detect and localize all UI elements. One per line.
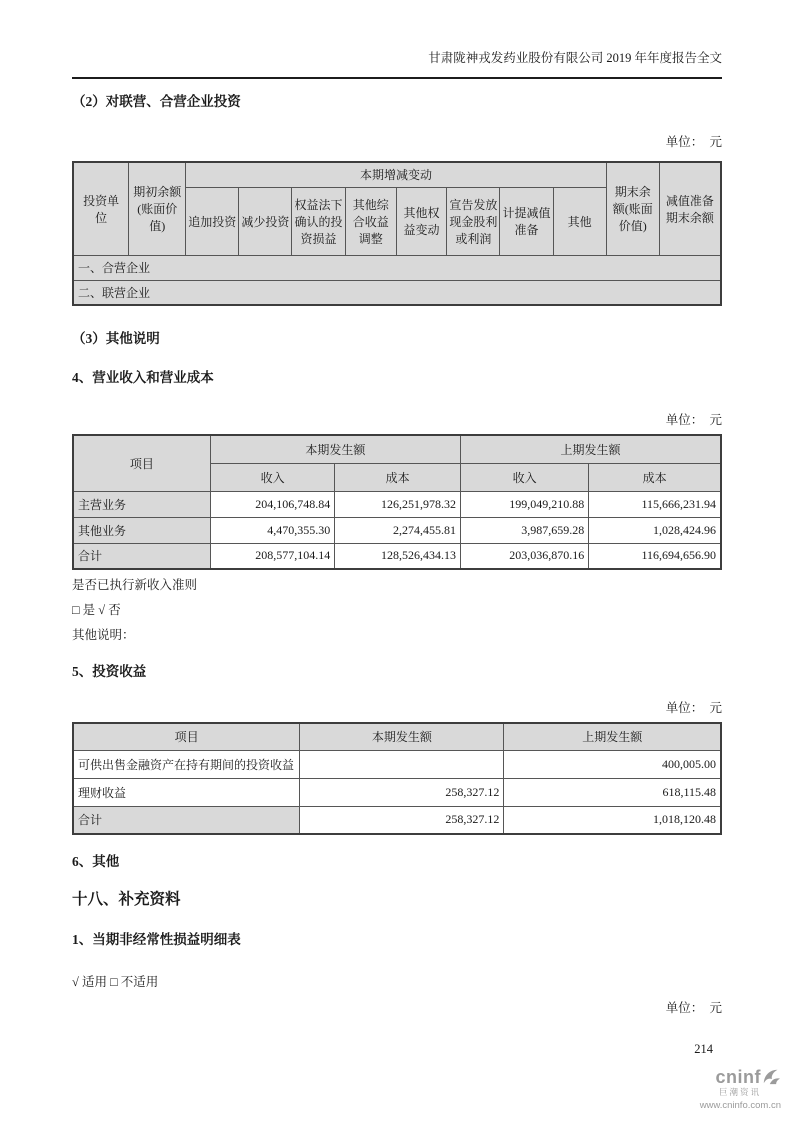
col-prior-period: 上期发生额 [460,435,721,463]
row-label: 理财收益 [73,778,300,806]
investment-income-table [72,722,722,835]
row-joint-ventures: 一、合营企业 [73,255,721,280]
cninfo-brand-text: cninf [715,1067,761,1087]
cell-value: 3,987,659.28 [460,517,588,543]
col-equity-method-pnl: 权益法下确认的投资损益 [292,187,345,255]
document-header [72,0,722,79]
row-label: 其他业务 [73,517,210,543]
table-header-row [73,162,721,187]
col-other-equity-change: 其他权益变动 [396,187,447,255]
col-prior-period: 上期发生额 [504,723,721,750]
col-prior-cost: 成本 [589,463,721,491]
table-row [73,280,721,305]
table-header-row [73,723,721,750]
col-reduced-investment: 减少投资 [239,187,292,255]
table-row-afs-assets [73,750,721,778]
unit-label: 单位： 元 [665,1001,722,1015]
col-invest-unit: 投资单位 [73,162,129,255]
section-18-1-heading: 1、当期非经常性损益明细表 [72,932,241,947]
cell-value: 126,251,978.32 [335,491,461,517]
section-4-heading: 4、营业收入和营业成本 [72,370,214,385]
table-row-main-business [73,491,721,517]
table-row-total [73,806,721,834]
section-3-heading: （3）其他说明 [72,331,160,346]
page-number: 214 [694,1042,713,1056]
table-header-row [73,435,721,463]
section-6-heading: 6、其他 [72,854,120,869]
table-row-total [73,543,721,569]
table-row-wealth-management [73,778,721,806]
applicable-checkline: √ 适用 □ 不适用 [72,975,159,989]
col-prior-income: 收入 [460,463,588,491]
cell-value: 2,274,455.81 [335,517,461,543]
other-note-label: 其他说明： [72,628,135,642]
col-additional-investment: 追加投资 [186,187,239,255]
cninfo-cn-name: 巨潮资讯 [718,1087,761,1097]
table-row [73,255,721,280]
section-18-heading: 十八、补充资料 [72,891,181,908]
cell-value: 618,115.48 [504,778,721,806]
row-label: 主营业务 [73,491,210,517]
section-2-heading: （2）对联营、合营企业投资 [72,94,241,109]
cninfo-url: www.cninfo.com.cn [699,1099,781,1111]
cell-value: 400,005.00 [504,750,721,778]
cell-value: 208,577,104.14 [210,543,334,569]
joint-venture-investment-table [72,161,722,306]
unit-label: 单位： 元 [665,413,722,427]
cell-value: 116,694,656.90 [589,543,721,569]
col-oci-adjustment: 其他综合收益调整 [345,187,396,255]
cell-value: 199,049,210.88 [460,491,588,517]
col-current-period: 本期发生额 [300,723,504,750]
revenue-cost-table [72,434,722,570]
row-label: 合计 [73,806,300,834]
col-declared-dividends: 宣告发放现金股利或利润 [447,187,500,255]
col-impairment-end-balance: 减值准备期末余额 [659,162,721,255]
col-item: 项目 [73,723,300,750]
cell-value: 204,106,748.84 [210,491,334,517]
unit-label: 单位： 元 [665,701,722,715]
cell-value: 203,036,870.16 [460,543,588,569]
new-revenue-standard-answer: □ 是 √ 否 [72,603,121,617]
col-current-period: 本期发生额 [210,435,460,463]
cell-value: 1,028,424.96 [589,517,721,543]
cell-value: 258,327.12 [300,806,504,834]
document-title: 甘肃陇神戎发药业股份有限公司 2019 年年度报告全文 [428,51,722,65]
row-associates: 二、联营企业 [73,280,721,305]
unit-label: 单位： 元 [665,135,722,149]
cell-value: 1,018,120.48 [504,806,721,834]
new-revenue-standard-question: 是否已执行新收入准则 [72,578,198,592]
cell-value: 258,327.12 [300,778,504,806]
row-label: 合计 [73,543,210,569]
cell-value: 128,526,434.13 [335,543,461,569]
row-label: 可供出售金融资产在持有期间的投资收益 [73,750,300,778]
section-5-heading: 5、投资收益 [72,664,147,679]
col-item: 项目 [73,435,210,491]
table-row-other-business [73,517,721,543]
col-begin-balance: 期初余额(账面价值) [129,162,186,255]
col-end-balance: 期末余额(账面价值) [606,162,659,255]
col-current-income: 收入 [210,463,334,491]
cell-value [300,750,504,778]
col-period-change: 本期增减变动 [186,162,606,187]
col-impairment-provision: 计提减值准备 [500,187,553,255]
col-other: 其他 [553,187,606,255]
cninfo-swirl-icon [762,1068,781,1088]
cell-value: 4,470,355.30 [210,517,334,543]
col-current-cost: 成本 [335,463,461,491]
cninfo-logo [700,1068,781,1111]
cell-value: 115,666,231.94 [589,491,721,517]
